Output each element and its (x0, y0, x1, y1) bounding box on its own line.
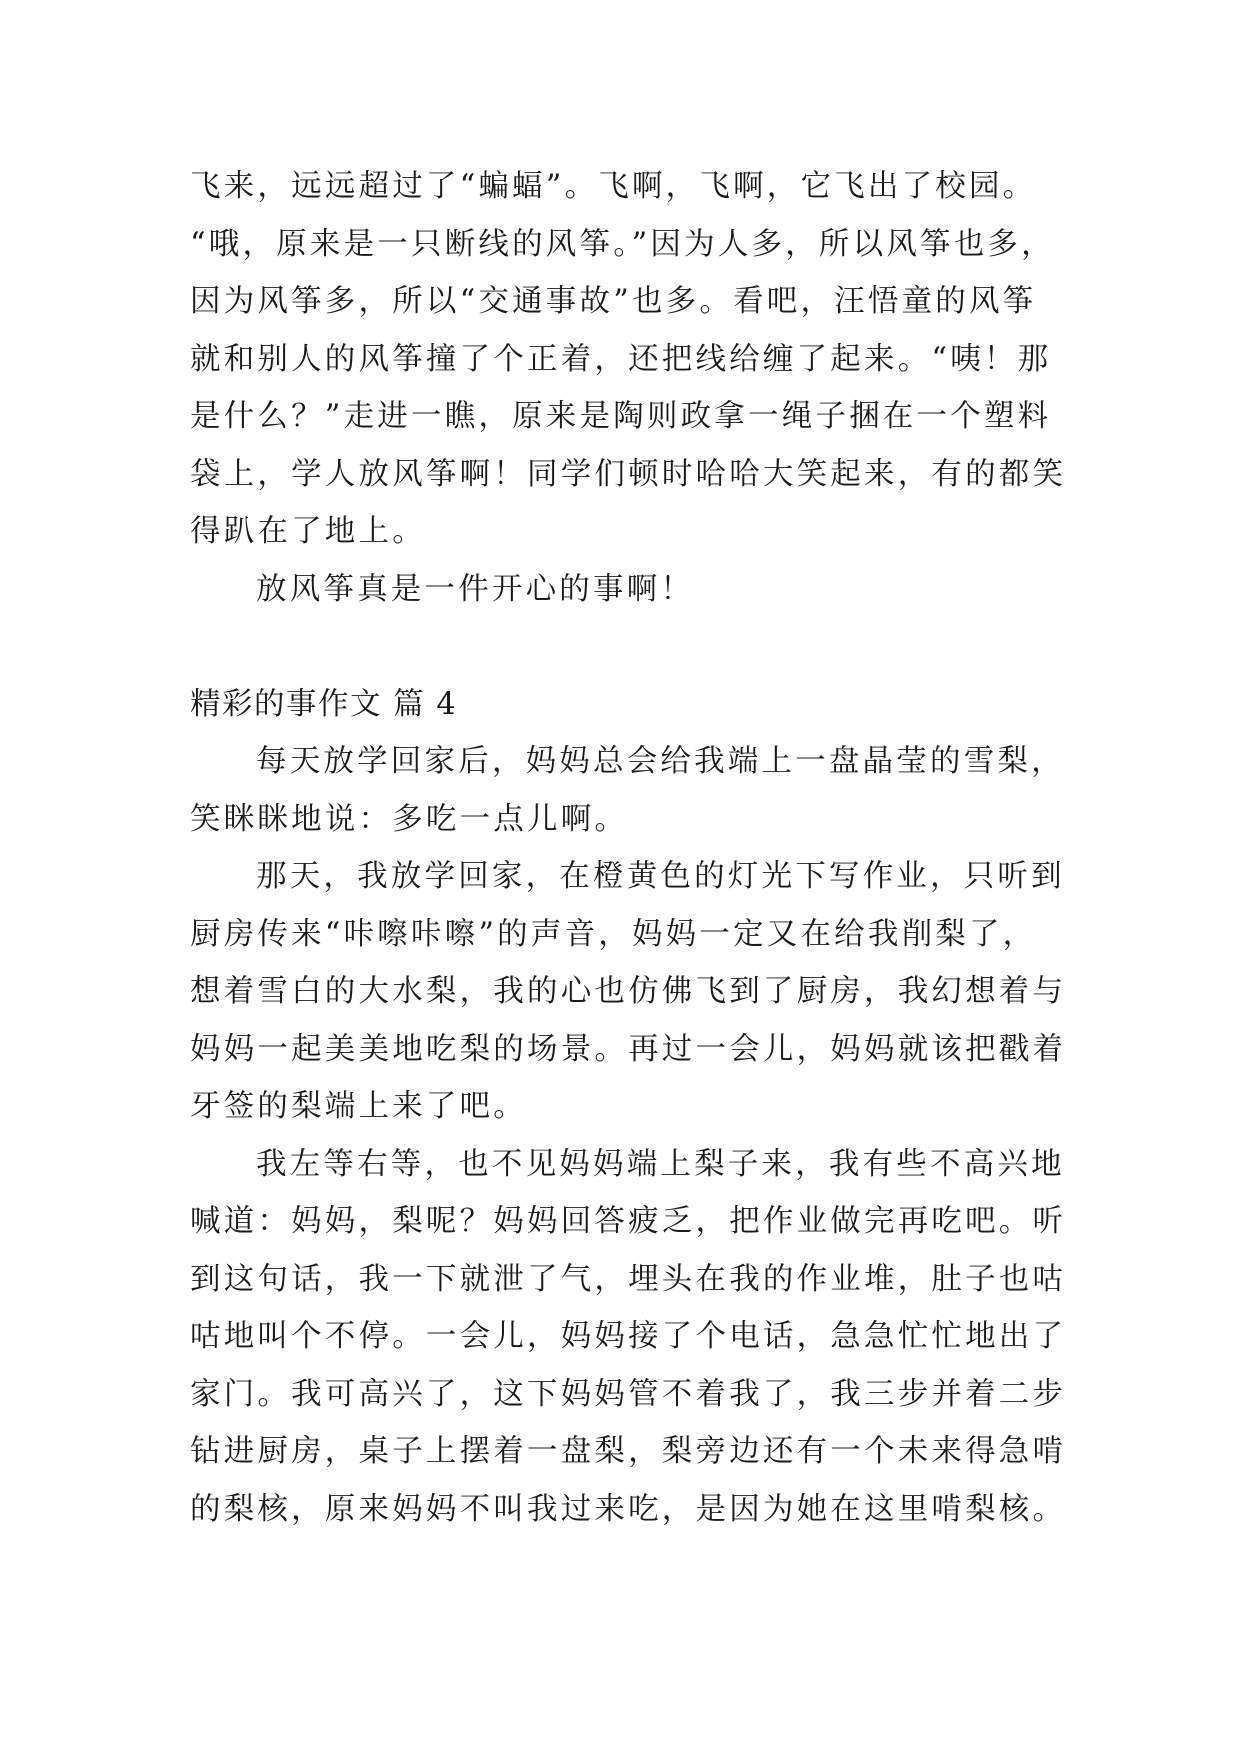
body-line: “哦，原来是一只断线的风筝。”因为人多，所以风筝也多， (190, 226, 1055, 262)
body-line: 是什么？”走进一瞧，原来是陶则政拿一绳子捆在一个塑料 (190, 399, 1052, 434)
document-body (190, 158, 1090, 1538)
paragraph-2-line: 妈妈一起美美地吃梨的场景。再过一会儿，妈妈就该把戳着 (190, 1031, 1067, 1067)
paragraph-3-line: 咕地叫个不停。一会儿，妈妈接了个电话，急急忙忙地出了 (190, 1319, 1067, 1354)
body-line: 得趴在了地上。 (190, 514, 426, 549)
paragraph-3-line: 我左等右等，也不见妈妈端上梨子来，我有些不高兴地 (256, 1146, 1065, 1182)
paragraph-2-line: 想着雪白的大水梨，我的心也仿佛飞到了厨房，我幻想着与 (190, 974, 1067, 1009)
paragraph-3-line: 到这句话，我一下就泄了气，埋头在我的作业堆，肚子也咕 (190, 1261, 1067, 1297)
body-line: 就和别人的风筝撞了个正着，还把线给缠了起来。“咦！那 (190, 341, 1052, 377)
paragraph-2-line: 厨房传来“咔嚓咔嚓”的声音，妈妈一定又在给我削梨了， (190, 916, 1037, 952)
body-line: 袋上，学人放风筝啊！同学们顿时哈哈大笑起来，有的都笑 (190, 456, 1067, 492)
paragraph-2-line: 那天，我放学回家，在橙黄色的灯光下写作业，只听到 (256, 859, 1065, 894)
body-line: 飞来，远远超过了“蝙蝠”。飞啊，飞啊，它飞出了校园。 (190, 169, 1037, 204)
paragraph-1-line: 每天放学回家后，妈妈总会给我端上一盘晶莹的雪梨， (256, 744, 1065, 779)
paragraph-2-line: 牙签的梨端上来了吧。 (190, 1089, 527, 1124)
paragraph-3-line: 的梨核，原来妈妈不叫我过来吃，是因为她在这里啃梨核。 (190, 1491, 1067, 1527)
paragraph-3-line: 钻进厨房，桌子上摆着一盘梨，梨旁边还有一个未来得急啃 (190, 1434, 1067, 1469)
paragraph-1-line: 笑眯眯地说：多吃一点儿啊。 (190, 801, 629, 837)
paragraph-3-line: 家门。我可高兴了，这下妈妈管不着我了，我三步并着二步 (190, 1376, 1067, 1412)
section-heading: 精彩的事作文 篇 4 (190, 686, 458, 722)
paragraph-3-line: 喊道：妈妈，梨呢？妈妈回答疲乏，把作业做完再吃吧。听 (190, 1204, 1067, 1239)
body-line: 因为风筝多，所以“交通事故”也多。看吧，汪悟童的风筝 (190, 284, 1037, 319)
closing-line: 放风筝真是一件开心的事啊！ (256, 571, 695, 607)
